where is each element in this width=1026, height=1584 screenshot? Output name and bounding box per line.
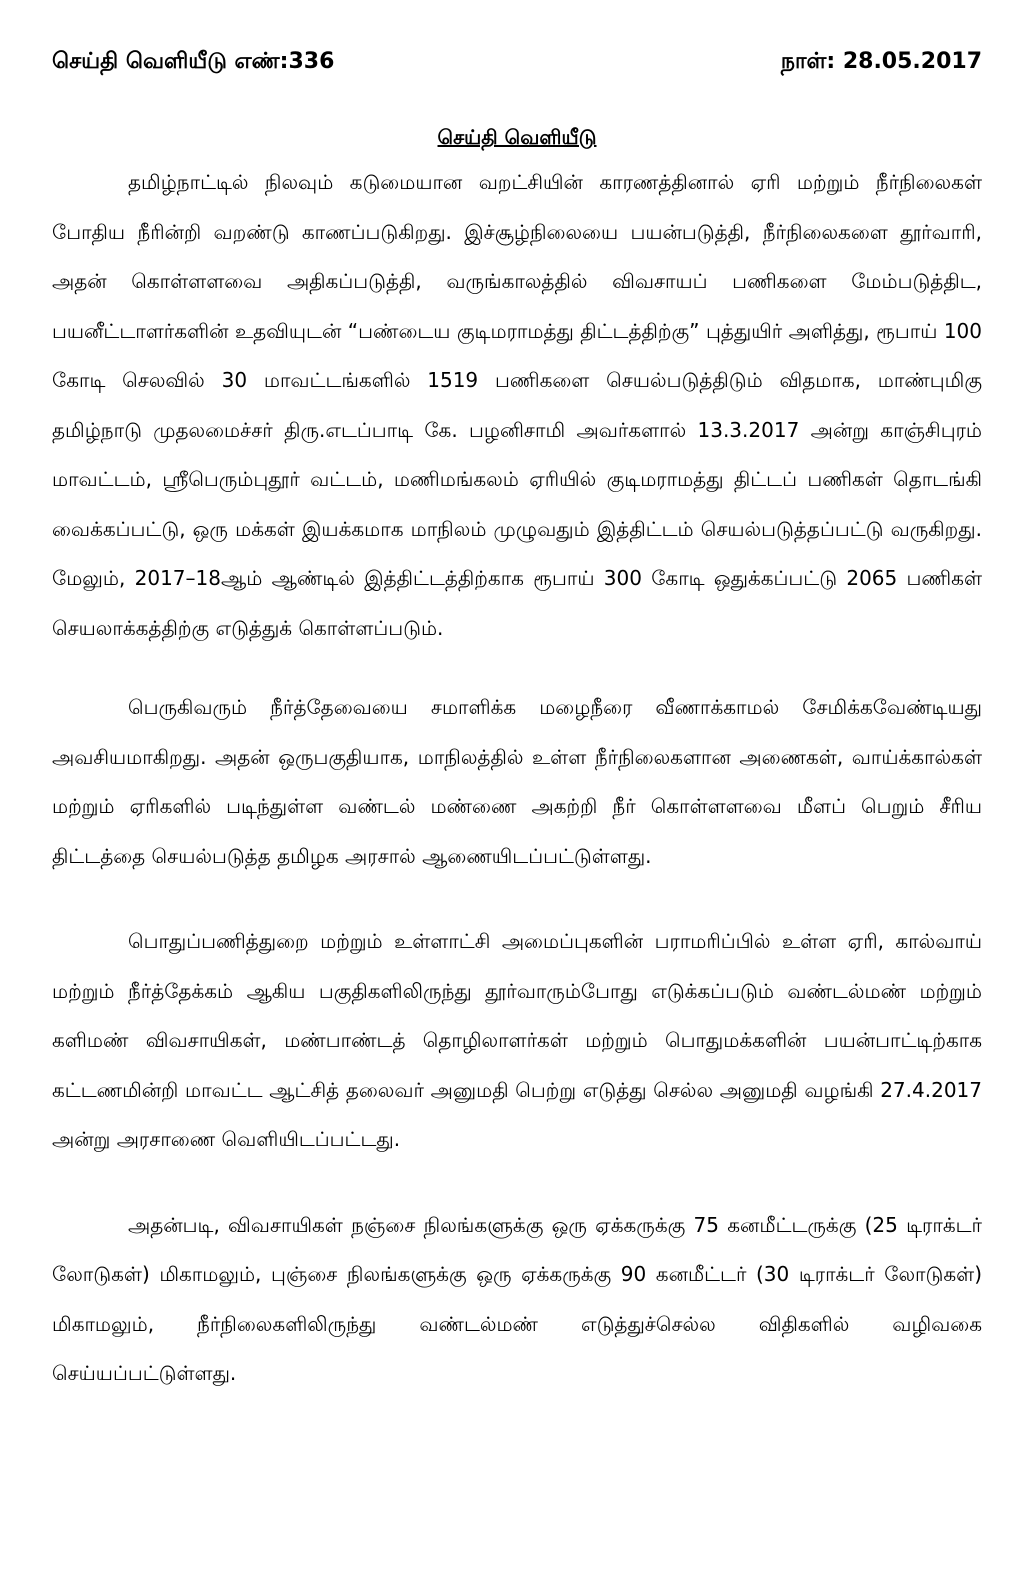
header-row xyxy=(52,42,982,82)
paragraph-4: அதன்படி, விவசாயிகள் நஞ்சை நிலங்களுக்கு ஒரு ஏக்கருக்கு 75 கனமீட்டருக்கு (25 டிராக்டர் லோடுகள்) மிகாமலும், புஞ்சை நிலங்களுக்கு ஒரு ஏக்கருக்கு 90 கனமீட்டர் (30 டிராக்டர் லோடுகள்) மிகாமலும், நீர்நிலைகளிலிருந்து வண்டல்மண் எடுத்துச்செல்ல விதிகளில் வழிவகை செய்யப்பட்டுள்ளது. xyxy=(52,1212,982,1385)
paragraph-3: பொதுப்பணித்துறை மற்றும் உள்ளாட்சி அமைப்புகளின் பராமரிப்பில் உள்ள ஏரி, கால்வாய் மற்றும் நீர்த்தேக்கம் ஆகிய பகுதிகளிலிருந்து தூர்வாரும்போது எடுக்கப்படும் வண்டல்மண் மற்றும் களிமண் விவசாயிகள், மண்பாண்டத் தொழிலாளர்கள் மற்றும் பொதுமக்களின் பயன்பாட்டிற்காக கட்டணமின்றி மாவட்ட ஆட்சித் தலைவர் அனுமதி பெற்று எடுத்து செல்ல அனுமதி வழங்கி 27.4.2017 அன்று அரசாணை வெளியிடப்பட்டது. xyxy=(52,929,982,1151)
paragraph-1: தமிழ்நாட்டில் நிலவும் கடுமையான வறட்சியின் காரணத்தினால் ஏரி மற்றும் நீர்நிலைகள் போதிய நீரின்றி வறண்டு காணப்படுகிறது. இச்சூழ்நிலையை பயன்படுத்தி, நீர்நிலைகளை தூர்வாரி, அதன் கொள்ளளவை அதிகப்படுத்தி, வருங்காலத்தில் விவசாயப் பணிகளை மேம்படுத்திட, பயனீட்டாளர்களின் உதவியுடன் “பண்டைய குடிமராமத்து திட்டத்திற்கு” புத்துயிர் அளித்து, ரூபாய் 100 கோடி செலவில் 30 மாவட்டங்களில் 1519 பணிகளை செயல்படுத்திடும் விதமாக, மாண்புமிகு தமிழ்நாடு முதலமைச்சர் திரு.எடப்பாடி கே. பழனிசாமி அவர்களால் 13.3.2017 அன்று காஞ்சிபுரம் மாவட்டம், ஸ்ரீபெரும்புதூர் வட்டம், மணிமங்கலம் ஏரியில் குடிமராமத்து திட்டப் பணிகள் தொடங்கி வைக்கப்பட்டு, ஒரு மக்கள் இயக்கமாக மாநிலம் முழுவதும் இத்திட்டம் செயல்படுத்தப்பட்டு வருகிறது. மேலும், 2017–18ஆம் ஆண்டில் இத்திட்டத்திற்காக ரூபாய் 300 கோடி ஒதுக்கப்பட்டு 2065 பணிகள் செயலாக்கத்திற்கு எடுத்துக் கொள்ளப்படும். xyxy=(52,170,983,640)
page-title: செய்தி வெளியீடு xyxy=(437,125,597,149)
paragraph-2: பெருகிவரும் நீர்த்தேவையை சமாளிக்க மழைநீரை வீணாக்காமல் சேமிக்கவேண்டியது அவசியமாகிறது. அதன் ஒருபகுதியாக, மாநிலத்தில் உள்ள நீர்நிலைகளான அணைகள், வாய்க்கால்கள் மற்றும் ஏரிகளில் படிந்துள்ள வண்டல் மண்ணை அகற்றி நீர் கொள்ளளவை மீளப் பெறும் சீரிய திட்டத்தை செயல்படுத்த தமிழக அரசால் ஆணையிடப்பட்டுள்ளது. xyxy=(52,695,982,868)
release-date: நாள்: 28.05.2017 xyxy=(780,49,982,74)
release-number: செய்தி வெளியீடு எண்:336 xyxy=(52,49,335,74)
